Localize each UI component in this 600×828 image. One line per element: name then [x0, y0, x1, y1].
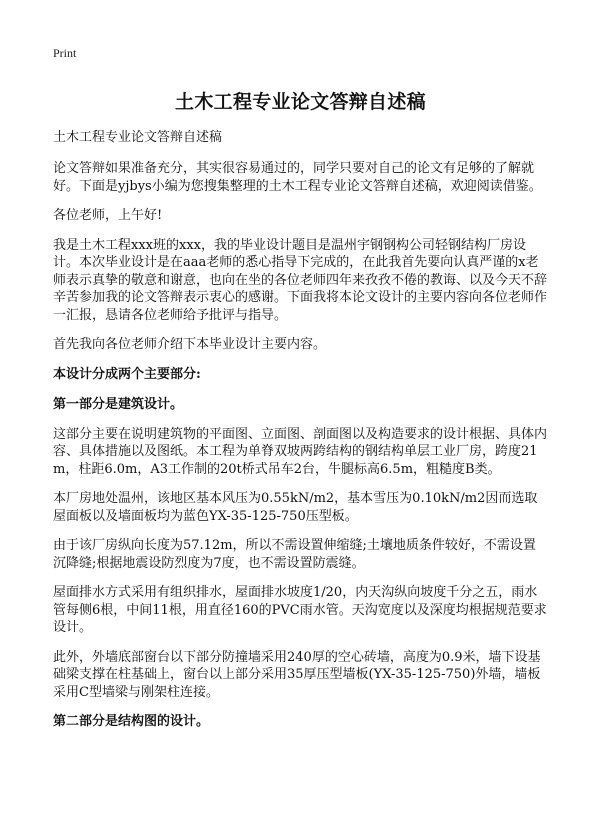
- intro-paragraph: 论文答辩如果准备充分，其实很容易通过的，同学只要对自己的论文有足够的了解就好。下面是yjbys小编为您搜集整理的土木工程专业论文答辩自述稿，欢迎阅读借鉴。: [53, 161, 542, 194]
- self-intro-paragraph: 我是土木工程xxx班的xxx，我的毕业设计题目是温州宇钢钢构公司轻钢结构厂房设计。本次毕业设计是在aaa老师的悉心指导下完成的，在此我首先要向认真严谨的x老师表示真挚的敬意和谢意，也向在坐的各位老师四年来孜孜不倦的教诲、以及今天不辞辛苦参加我的论文答辩表示衷心的感谢。下面我将本论文设计的主要内容向各位老师作一汇报，恳请各位老师给予批评与指导。: [53, 237, 548, 323]
- joints-paragraph: 由于该厂房纵向长度为57.12m，所以不需设置伸缩缝;土壤地质条件较好，不需设置沉降缝;根据地震设防烈度为7度，也不需设置防震缝。: [53, 538, 536, 571]
- greeting-paragraph: 各位老师，上午好!: [53, 208, 163, 223]
- section-heading-two-parts: 本设计分成两个主要部分:: [53, 366, 201, 382]
- wind-snow-paragraph: 本厂房地处温州，该地区基本风压为0.55kN/m2，基本雪压为0.10kN/m2因而选取屋面板以及墙面板均为蓝色YX-35-125-750压型板。: [53, 491, 538, 524]
- document-subtitle: 土木工程专业论文答辩自述稿: [53, 130, 223, 145]
- wall-paragraph: 此外，外墙底部窗台以下部分防撞墙采用240厚的空心砖墙，高度为0.9米，墙下设基础梁支撑在柱基础上，窗台以上部分采用35厚压型墙板(YX-35-125-750)外墙，墙板采用C型墙梁与刚架柱连接。: [53, 649, 541, 700]
- section-heading-part-two: 第二部分是结构图的设计。: [53, 714, 210, 729]
- architecture-paragraph: 这部分主要在说明建筑物的平面图、立面图、剖面图以及构造要求的设计根据、具体内容、具体措施以及图纸。本工程为单脊双坡两跨结构的钢结构单层工业厂房，跨度21m，柱距6.0m，A3工作制的20t桥式吊车2台，牛腿标高6.5m，粗糙度B类。: [53, 426, 548, 477]
- print-label[interactable]: Print: [53, 46, 77, 60]
- document-title: 土木工程专业论文答辩自述稿: [175, 91, 426, 113]
- overview-paragraph: 首先我向各位老师介绍下本毕业设计主要内容。: [53, 337, 327, 352]
- section-heading-part-one: 第一部分是建筑设计。: [53, 396, 184, 412]
- drainage-paragraph: 屋面排水方式采用有组织排水，屋面排水坡度1/20，内天沟纵向坡度千分之五，雨水管每侧6根，中间11根，用直径160的PVC雨水管。天沟宽度以及深度均根据规范要求设计。: [53, 585, 547, 635]
